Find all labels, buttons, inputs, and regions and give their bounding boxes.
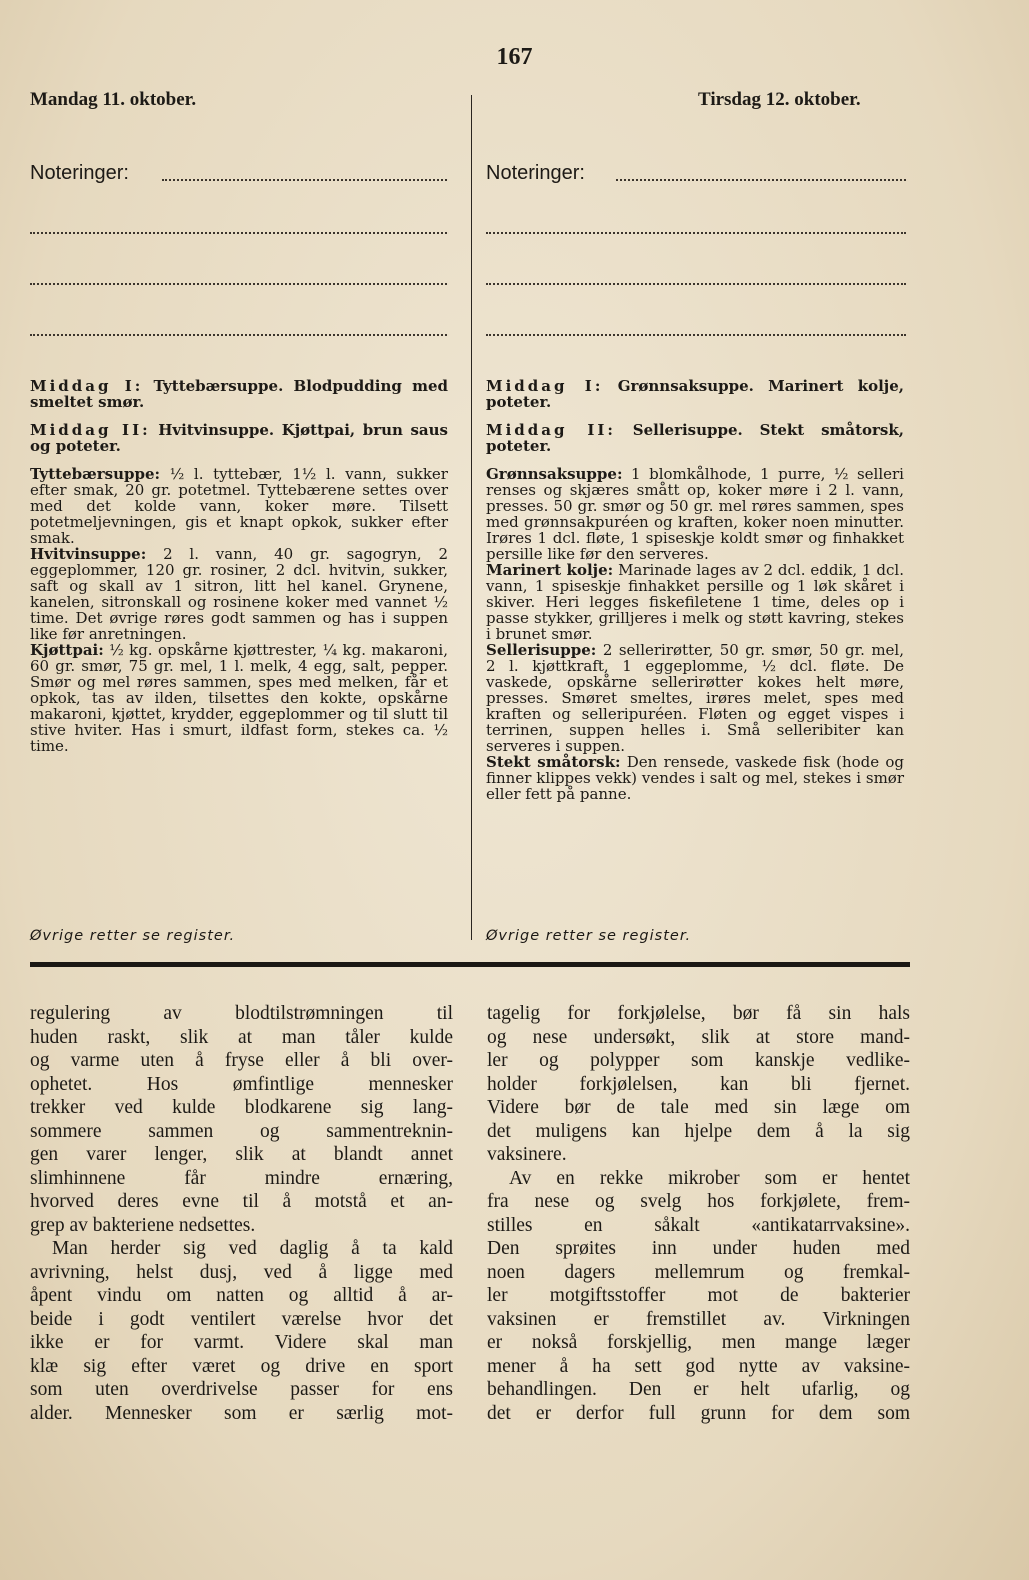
body-line: tagelig for forkjølelse, bør få sin hals xyxy=(487,1003,910,1024)
right-middag-1-label: Middag I: xyxy=(486,377,604,395)
body-line: gen varer lenger, slik at blandt annet xyxy=(30,1144,453,1165)
right-middag-1 xyxy=(486,378,904,410)
body-line: sommere sammen og sammentreknin- xyxy=(30,1120,453,1142)
left-middag-1-label: Middag I: xyxy=(30,377,144,395)
column-divider xyxy=(471,95,472,940)
body-line: holder forkjølelsen, kan bli fjernet. xyxy=(487,1073,910,1095)
body-line: ler motgiftsstoffer mot de bakterier xyxy=(487,1285,910,1306)
page-number: 167 xyxy=(496,44,533,70)
left-recipe-3-text: ½ kg. opskårne kjøttrester, ¼ kg. makaroni, 60 gr. smør, 75 gr. mel, 1 l. melk, 4 egg, salt, pepper. Smør og mel røres sammen, spes med melken, får et opkok, tas av ilden, tilsettes den kokte, opskårne makaroni, kjøttet, krydder, eggeplommer og til slutt til stive hviter. Has i smurt, ildfast form, stekes ca. ½ time. xyxy=(30,641,448,755)
right-recipe-1-title: Grønnsaksuppe: xyxy=(486,465,623,483)
right-middag-1-text: Grønnsaksuppe. Marinert kolje, poteter. xyxy=(486,377,904,411)
right-recipe-2 xyxy=(486,562,904,642)
right-notes-label: Noteringer: xyxy=(486,162,585,184)
body-line: regulering av blodtilstrømningen til xyxy=(30,1003,453,1024)
left-recipe-2-title: Hvitvinsuppe: xyxy=(30,545,147,563)
body-line: det muligens kan hjelpe dem å la sig xyxy=(487,1120,910,1142)
body-line: Den sprøites inn under huden med xyxy=(487,1238,910,1259)
right-notes-line-2[interactable] xyxy=(486,230,906,234)
right-middag-2-text: Sellerisuppe. Stekt småtorsk, poteter. xyxy=(486,421,904,455)
body-line: klæ sig efter været og drive en sport xyxy=(30,1355,453,1377)
right-recipe-4-text: Den rensede, vaskede fisk (hode og finner klippes vekk) vendes i salt og mel, stekes i smør eller fett på panne. xyxy=(486,753,904,803)
right-day-heading: Tirsdag 12. oktober. xyxy=(698,89,861,110)
left-notes-line-3[interactable] xyxy=(30,281,447,285)
left-recipe-1-text: ½ l. tyttebær, 1½ l. vann, sukker efter smak, 20 gr. potetmel. Tyttebærene settes over med det kolde vann, koker møre. Tilsett potetmeljevningen, gis et knapt opkok, sukker efter smak. xyxy=(30,465,448,547)
left-day-heading: Mandag 11. oktober. xyxy=(30,89,197,110)
right-recipe-3-title: Sellerisuppe: xyxy=(486,641,597,659)
body-line: slimhinnene får mindre ernæring, xyxy=(30,1167,453,1189)
left-footer: Øvrige retter se register. xyxy=(30,928,236,944)
right-recipe-2-text: Marinade lages av 2 dcl. eddik, 1 dcl. vann, 1 spiseskje finhakket persille og 1 løk skåret i skiver. Heri legges fiskefiletene 1 time, deles op i passe stykker, grilljeres i melk og støtt kavring, stekes i brunet smør. xyxy=(486,561,904,643)
section-rule xyxy=(30,962,910,967)
body-line: beide i godt ventilert værelse hvor det xyxy=(30,1308,453,1330)
right-middag-2 xyxy=(486,422,904,454)
right-recipe-4 xyxy=(486,754,904,802)
left-menu xyxy=(30,378,448,754)
left-middag-2-text: Hvitvinsuppe. Kjøttpai, brun saus og poteter. xyxy=(30,421,448,455)
body-line: alder. Mennesker som er særlig mot- xyxy=(30,1402,453,1424)
body-line: Man herder sig ved daglig å ta kald xyxy=(52,1238,453,1259)
body-line: ophetet. Hos ømfintlige mennesker xyxy=(30,1073,453,1095)
body-line: og nese undersøkt, slik at store mand- xyxy=(487,1026,910,1048)
right-recipe-1 xyxy=(486,466,904,562)
body-line: ikke er for varmt. Videre skal man xyxy=(30,1332,453,1353)
right-menu xyxy=(486,378,904,802)
left-middag-1 xyxy=(30,378,448,410)
body-right-column xyxy=(487,1002,910,1425)
body-line: mener å ha sett god nytte av vaksine- xyxy=(487,1355,910,1377)
body-line: avrivning, helst dusj, ved å ligge med xyxy=(30,1261,453,1283)
body-line: vaksinere. xyxy=(487,1144,567,1165)
body-line: hvorved deres evne til å motstå et an- xyxy=(30,1191,453,1212)
body-line: huden raskt, slik at man tåler kulde xyxy=(30,1026,453,1048)
right-notes-line-3[interactable] xyxy=(486,281,906,285)
body-left-column xyxy=(30,1002,453,1425)
right-recipe-3 xyxy=(486,642,904,754)
right-footer: Øvrige retter se register. xyxy=(486,928,692,944)
body-line: det er derfor full grunn for dem som xyxy=(487,1402,910,1424)
body-line: er nokså forskjellig, men mange læger xyxy=(487,1332,910,1353)
body-line: trekker ved kulde blodkarene sig lang- xyxy=(30,1097,453,1118)
left-notes-line-2[interactable] xyxy=(30,230,447,234)
left-recipe-1-title: Tyttebærsuppe: xyxy=(30,465,161,483)
left-recipe-2 xyxy=(30,546,448,642)
right-notes-line-4[interactable] xyxy=(486,332,906,336)
body-line: fra nese og svelg hos forkjølete, frem- xyxy=(487,1191,910,1212)
body-line: vaksinen er fremstillet av. Virkningen xyxy=(487,1308,910,1330)
right-middag-2-label: Middag II: xyxy=(486,421,616,439)
body-line: som uten overdrivelse passer for ens xyxy=(30,1379,453,1400)
body-line: Videre bør de tale med sin læge om xyxy=(487,1097,910,1118)
left-notes-line-4[interactable] xyxy=(30,332,447,336)
left-middag-2-label: Middag II: xyxy=(30,421,151,439)
body-line: noen dagers mellemrum og fremkal- xyxy=(487,1261,910,1283)
body-line: ler og polypper som kanskje vedlike- xyxy=(487,1050,910,1071)
body-line: behandlingen. Den er helt ufarlig, og xyxy=(487,1379,910,1400)
left-recipe-1 xyxy=(30,466,448,546)
right-recipe-3-text: 2 sellerirøtter, 50 gr. smør, 50 gr. mel, 2 l. kjøttkraft, 1 eggeplomme, ½ dcl. fløte. De vaskede, opskårne sellerirøtter kokes helt møre, presses. Smøret smeltes, irøres melet, spes med kraften og selleripuréen. Fløten og egget vispes i terrinen, suppen helles i. Små selleribiter kan serveres i suppen. xyxy=(486,641,904,755)
left-recipe-3 xyxy=(30,642,448,754)
left-middag-1-text: Tyttebærsuppe. Blodpudding med smeltet smør. xyxy=(30,377,449,411)
body-line: og varme uten å fryse eller å bli over- xyxy=(30,1050,453,1071)
body-line: Av en rekke mikrober som er hentet xyxy=(509,1167,910,1189)
left-recipe-2-text: 2 l. vann, 40 gr. sagogryn, 2 eggeplommer, 120 gr. rosiner, 2 dcl. hvitvin, sukker, saft og skall av 1 sitron, litt hel kanel. Grynene, kanelen, sitronskall og rosinene koker med vannet ½ time. Det øvrige røres godt sammen og has i suppen like før anretningen. xyxy=(30,545,448,643)
body-line: åpent vindu om natten og alltid å ar- xyxy=(30,1285,453,1306)
left-notes-line-1[interactable] xyxy=(162,177,447,181)
body-line: stilles en såkalt «antikatarrvaksine». xyxy=(487,1214,910,1236)
left-middag-2 xyxy=(30,422,448,454)
left-recipe-3-title: Kjøttpai: xyxy=(30,641,104,659)
right-notes-line-1[interactable] xyxy=(616,177,906,181)
right-recipe-1-text: 1 blomkålhode, 1 purre, ½ selleri renses og skjæres smått op, koker møre i 2 l. vann, presses. 50 gr. smør og 50 gr. mel røres sammen, spes med grønnsakpuréen og kraften, koker noen minutter. Irøres 1 dcl. fløte, 1 spiseskje koldt smør og finhakket persille like før den serveres. xyxy=(486,465,904,563)
left-notes-label: Noteringer: xyxy=(30,162,129,184)
body-line: grep av bakteriene nedsettes. xyxy=(30,1214,256,1236)
right-recipe-4-title: Stekt småtorsk: xyxy=(486,753,621,771)
right-recipe-2-title: Marinert kolje: xyxy=(486,561,614,579)
